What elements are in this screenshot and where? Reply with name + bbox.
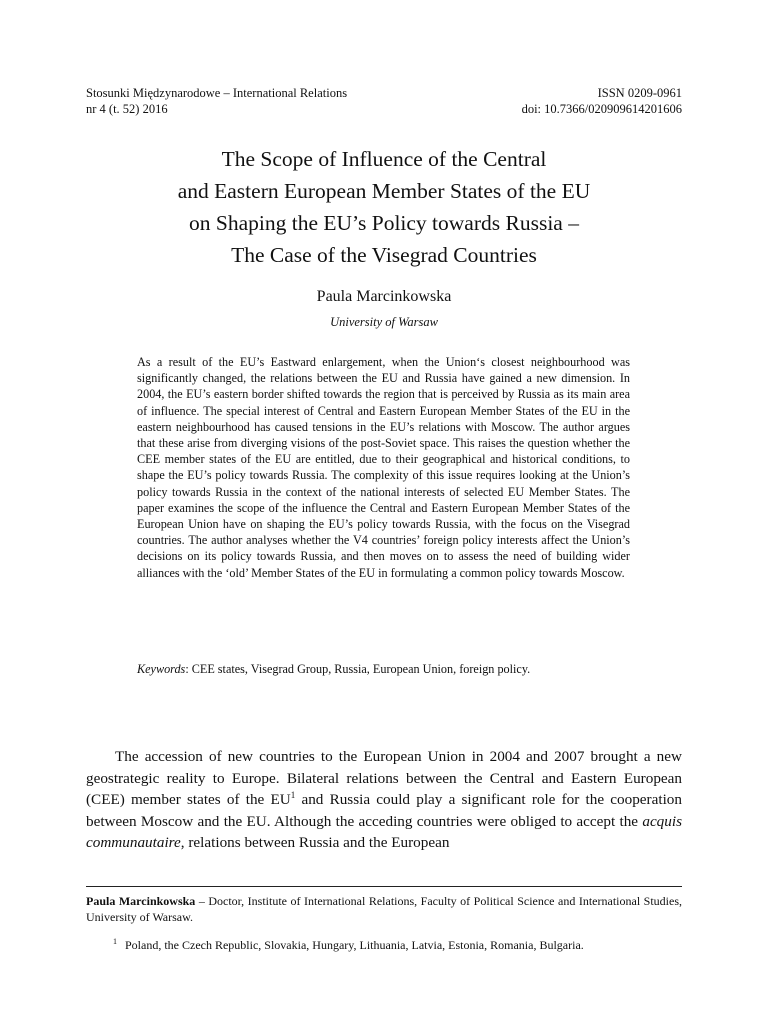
title-line: on Shaping the EU’s Policy towards Russia – — [189, 211, 579, 235]
author-affiliation: University of Warsaw — [330, 315, 438, 329]
body-text-run: and Russia could play a significant role for the cooperation between Moscow and the EU. Although the acceding countries were obliged to accept the — [86, 791, 682, 830]
running-header-left — [86, 85, 347, 117]
author-footnote-text: – Doctor, Institute of International Relations, Faculty of Political Science and International Studies, University of Warsaw. — [86, 894, 682, 924]
issn: ISSN 0209-0961 — [597, 86, 682, 100]
body-text-run: , relations between Russia and the European — [180, 834, 450, 852]
doi: doi: 10.7366/020909614201606 — [521, 102, 682, 116]
abstract-text: As a result of the EU’s Eastward enlargement, when the Union‘s closest neighbourhood was significantly changed, the relations between the EU and Russia have gained a new dimension. In 2004, the EU’s eastern border shifted towards the region that is perceived by Russia as its main area of influence. The special interest of Central and Eastern European Member States of the EU in the eastern neighbourhood has caused tensions in the EU’s relations with Moscow. The author argues that these arise from diverging visions of the post-Soviet space. This raises the question whether the CEE member states of the EU are entitled, due to their geographical and historical conditions, to shape the EU’s policy towards Russia. The complexity of this issue requires looking at the Union’s policy towards Russia in the context of the national interests of selected EU Member States. The paper examines the scope of the influence the Central and Eastern European Member States of the European Union have on shaping the EU’s policy towards Russia, with the focus on the Visegrad countries. The author analyses whether the V4 countries’ foreign policy interests affect the Union’s decisions on its policy towards Russia, and then moves on to assess the need of building wider alliances with the ‘old’ Member States of the EU in formulating a common policy towards Moscow. — [137, 355, 630, 580]
abstract — [137, 354, 630, 581]
author-footnote-name: Paula Marcinkowska — [86, 894, 196, 908]
footnote-mark: 1 — [113, 937, 117, 946]
keywords-text: : CEE states, Visegrad Group, Russia, European Union, foreign policy. — [185, 662, 531, 676]
body-paragraph — [86, 746, 682, 854]
footnote-separator — [86, 886, 682, 887]
running-header-right — [522, 85, 682, 117]
footnote-1 — [113, 934, 682, 953]
author-name: Paula Marcinkowska — [316, 288, 452, 305]
paper-title — [86, 143, 682, 271]
journal-issue: nr 4 (t. 52) 2016 — [86, 102, 168, 116]
body-text-run: The accession of new countries to the European Union in 2004 and 2007 brought a new geostrategic reality to Europe. Bilateral relations between the Central and Eastern European (CEE) member states of the EU — [86, 748, 682, 809]
title-line: The Scope of Influence of the Central — [221, 147, 547, 171]
author-footnote — [86, 893, 682, 925]
journal-name: Stosunki Międzynarodowe – International Relations — [86, 86, 348, 100]
body-text — [86, 746, 682, 854]
footnote-ref[interactable]: 1 — [290, 790, 296, 801]
keywords — [137, 661, 630, 677]
italic-term: acquis communautaire — [86, 812, 682, 852]
title-line: and Eastern European Member States of the EU — [177, 179, 591, 203]
footnote-text: Poland, the Czech Republic, Slovakia, Hungary, Lithuania, Latvia, Estonia, Romania, Bulgaria. — [125, 938, 584, 952]
title-line: The Case of the Visegrad Countries — [231, 243, 537, 267]
keywords-label: Keywords — [137, 662, 186, 676]
